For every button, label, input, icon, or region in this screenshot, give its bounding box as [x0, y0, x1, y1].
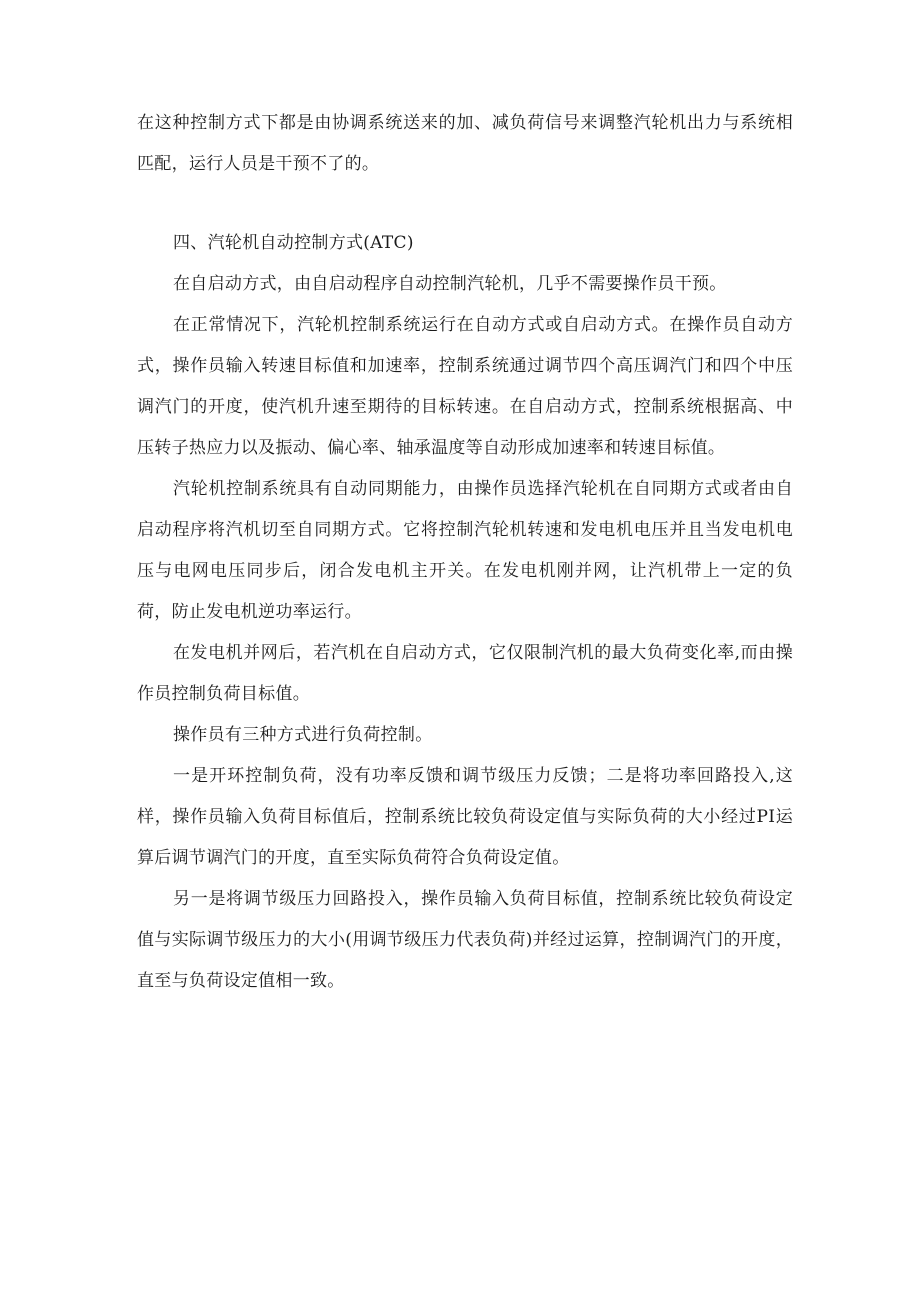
paragraph: 汽轮机控制系统具有自动同期能力，由操作员选择汽轮机在自同期方式或者由自启动程序将汽机切至自同期方式。它将控制汽轮机转速和发电机电压并且当发电机电压与电网电压同步后，闭合发电机主开关。在发电机刚并网，让汽机带上一定的负荷，防止发电机逆功率运行。 — [137, 479, 793, 622]
paragraph-continuation: 在这种控制方式下都是由协调系统送来的加、减负荷信号来调整汽轮机出力与系统相匹配，运行人员是干预不了的。 — [137, 113, 793, 174]
paragraph: 在发电机并网后，若汽机在自启动方式，它仅限制汽机的最大负荷变化率,而由操作员控制负荷目标值。 — [137, 643, 793, 704]
paragraph: 一是开环控制负荷，没有功率反馈和调节级压力反馈；二是将功率回路投入,这样，操作员输入负荷目标值后，控制系统比较负荷设定值与实际负荷的大小经过PI运算后调节调汽门的开度，直至实际负荷符合负荷设定值。 — [137, 766, 793, 868]
paragraph: 在自启动方式，由自启动程序自动控制汽轮机，几乎不需要操作员干预。 — [173, 274, 727, 294]
section-spacer — [137, 185, 793, 223]
section-heading: 四、汽轮机自动控制方式(ATC) — [173, 233, 414, 253]
paragraph: 操作员有三种方式进行负荷控制。 — [173, 725, 433, 745]
document-body — [137, 103, 793, 1002]
paragraph: 另一是将调节级压力回路投入，操作员输入负荷目标值，控制系统比较负荷设定值与实际调节级压力的大小(用调节级压力代表负荷)并经过运算，控制调汽门的开度，直至与负荷设定值相一致。 — [137, 889, 793, 991]
paragraph: 在正常情况下，汽轮机控制系统运行在自动方式或自启动方式。在操作员自动方式，操作员输入转速目标值和加速率，控制系统通过调节四个高压调汽门和四个中压调汽门的开度，使汽机升速至期待的目标转速。在自启动方式，控制系统根据高、中压转子热应力以及振动、偏心率、轴承温度等自动形成加速率和转速目标值。 — [137, 315, 793, 458]
